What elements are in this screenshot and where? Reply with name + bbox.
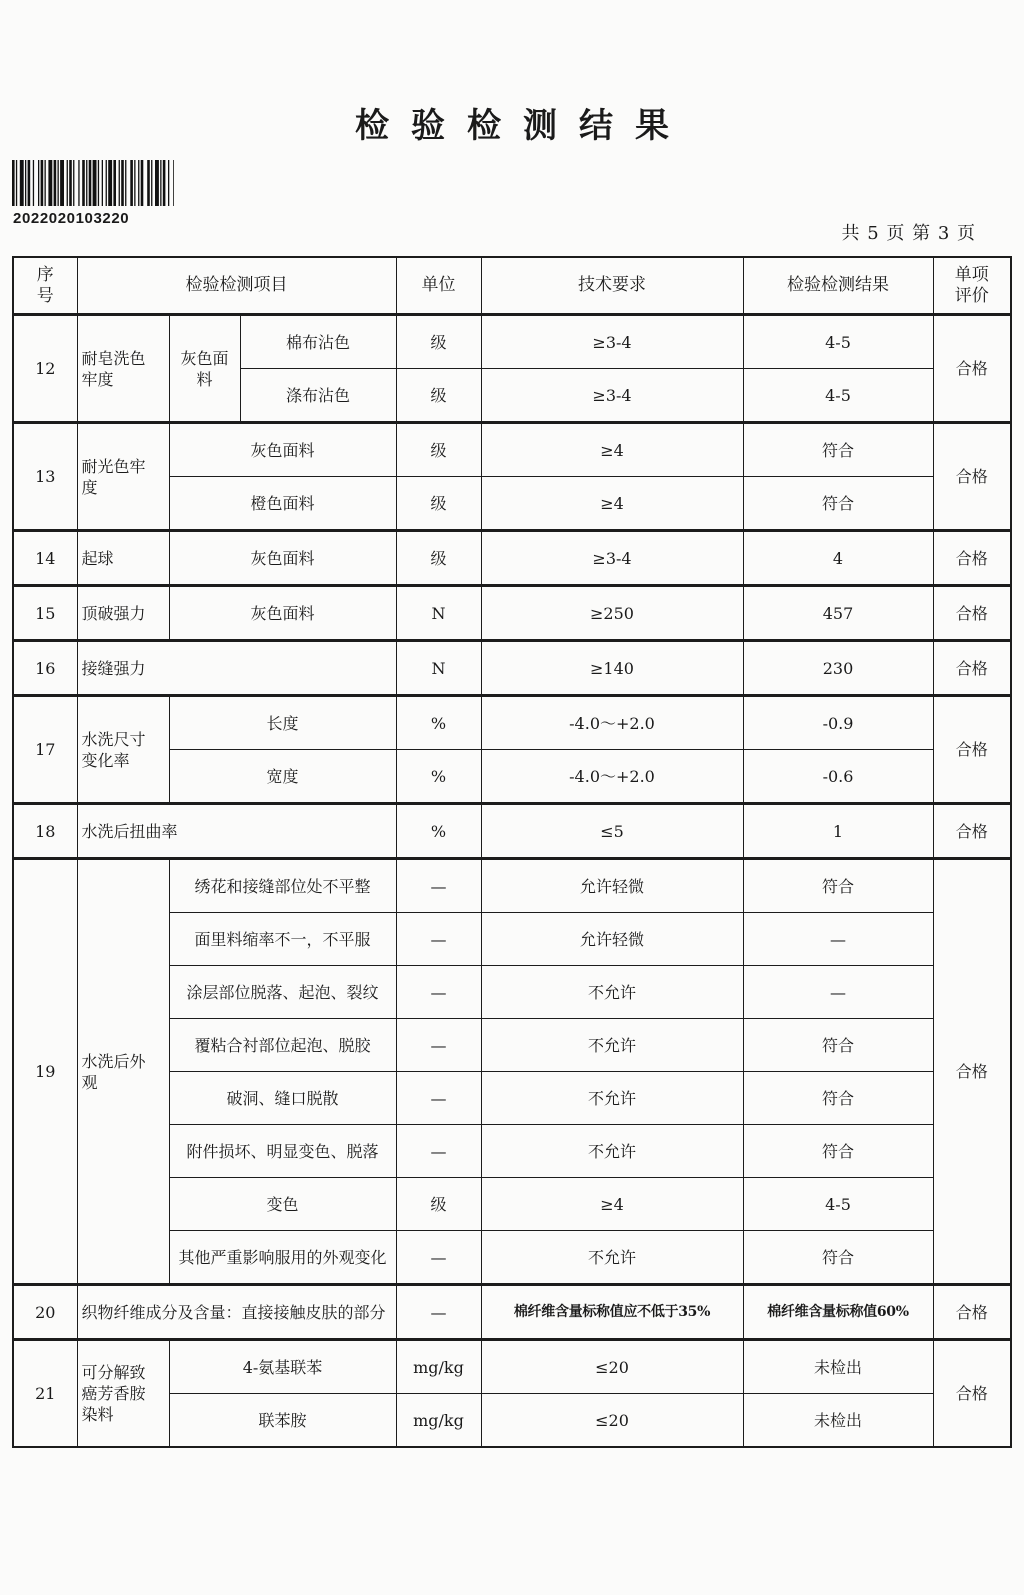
barcode-number: 2022020103220 — [13, 210, 130, 227]
cell-subitem: 变色 — [169, 1178, 396, 1231]
cell-unit: 级 — [396, 423, 481, 477]
cell-unit: — — [396, 859, 481, 913]
cell-unit: N — [396, 586, 481, 641]
barcode-bar — [155, 160, 159, 206]
page-indicator: 共 5 页 第 3 页 — [841, 223, 976, 244]
cell-subitem: 涂层部位脱落、起泡、裂纹 — [169, 966, 396, 1019]
barcode-bar — [98, 160, 99, 206]
cell-evaluation: 合格 — [933, 859, 1011, 1285]
cell-subitem: 附件损坏、明显变色、脱落 — [169, 1125, 396, 1178]
cell-requirement: ≥3-4 — [481, 369, 743, 423]
cell-subitem: 4-氨基联苯 — [169, 1340, 396, 1394]
barcode-bar — [151, 160, 152, 206]
cell-unit: 级 — [396, 531, 481, 586]
barcode-bar — [67, 160, 68, 206]
header-unit: 单位 — [396, 257, 481, 315]
cell-subitem: 长度 — [169, 696, 396, 750]
cell-unit: 级 — [396, 477, 481, 531]
cell-requirement: -4.0～+2.0 — [481, 696, 743, 750]
barcode-bar — [130, 160, 133, 206]
table-row — [13, 1285, 1011, 1340]
cell-unit: mg/kg — [396, 1394, 481, 1448]
cell-requirement: 不允许 — [481, 1125, 743, 1178]
barcode-bar — [33, 160, 34, 206]
barcode-bar — [147, 160, 150, 206]
cell-requirement: 不允许 — [481, 1019, 743, 1072]
barcode-bar — [16, 160, 17, 206]
header-seq — [13, 257, 77, 315]
cell-requirement: ≤20 — [481, 1394, 743, 1448]
cell-seq: 17 — [13, 696, 77, 804]
cell-unit: mg/kg — [396, 1340, 481, 1394]
cell-evaluation: 合格 — [933, 586, 1011, 641]
cell-subitem: 面里料缩率不一，不平服 — [169, 913, 396, 966]
cell-result: 符合 — [743, 859, 933, 913]
page-title: 检验检测结果 — [355, 106, 691, 146]
cell-item — [77, 423, 169, 531]
cell-result: -0.6 — [743, 750, 933, 804]
item-label: 水洗尺寸变化率 — [81, 729, 146, 770]
header-requirement: 技术要求 — [481, 257, 743, 315]
cell-result: 4-5 — [743, 1178, 933, 1231]
barcode-bar — [73, 160, 74, 206]
header-seq-label: 序号 — [36, 264, 54, 306]
cell-subitem: 联苯胺 — [169, 1394, 396, 1448]
barcode-bar — [141, 160, 144, 206]
cell-seq: 15 — [13, 586, 77, 641]
cell-requirement: 允许轻微 — [481, 859, 743, 913]
barcode-bar — [173, 160, 174, 206]
cell-item — [77, 859, 169, 1285]
barcode-bar — [45, 160, 46, 206]
item-label: 耐光色牢度 — [81, 456, 146, 497]
cell-evaluation: 合格 — [933, 1285, 1011, 1340]
cell-subitem: 棉布沾色 — [240, 315, 396, 369]
item-label: 水洗后外观 — [81, 1051, 146, 1092]
cell-subitem: 涤布沾色 — [240, 369, 396, 423]
cell-requirement: ≥3-4 — [481, 531, 743, 586]
header-item: 检验检测项目 — [77, 257, 396, 315]
header-result: 检验检测结果 — [743, 257, 933, 315]
cell-unit: — — [396, 1019, 481, 1072]
cell-unit: 级 — [396, 1178, 481, 1231]
cell-requirement: ≥3-4 — [481, 315, 743, 369]
cell-result: 符合 — [743, 423, 933, 477]
header-evaluation-label: 单项评价 — [954, 264, 989, 306]
barcode-bar — [89, 160, 92, 206]
table-row — [13, 696, 1011, 750]
table-row — [13, 1340, 1011, 1394]
barcode-bar — [86, 160, 87, 206]
table-row — [13, 804, 1011, 859]
cell-seq: 12 — [13, 315, 77, 423]
cell-seq: 20 — [13, 1285, 77, 1340]
barcode-bar — [119, 160, 120, 206]
cell-result: 1 — [743, 804, 933, 859]
barcode-bar — [69, 160, 72, 206]
cell-unit: 级 — [396, 369, 481, 423]
cell-item: 接缝强力 — [77, 641, 396, 696]
cell-unit: N — [396, 641, 481, 696]
cell-evaluation: 合格 — [933, 696, 1011, 804]
cell-result: — — [743, 966, 933, 1019]
cell-seq: 21 — [13, 1340, 77, 1448]
cell-requirement: 棉纤维含量标称值应不低于35% — [481, 1285, 743, 1340]
results-table — [12, 256, 1012, 1448]
cell-unit: 级 — [396, 315, 481, 369]
cell-subitem: 覆粘合衬部位起泡、脱胶 — [169, 1019, 396, 1072]
barcode-bar — [38, 160, 39, 206]
cell-seq: 13 — [13, 423, 77, 531]
cell-result: -0.9 — [743, 696, 933, 750]
cell-item — [77, 696, 169, 804]
cell-result: 4-5 — [743, 369, 933, 423]
barcode-bar — [102, 160, 103, 206]
cell-requirement: ≥4 — [481, 1178, 743, 1231]
cell-subitem: 其他严重影响服用的外观变化 — [169, 1231, 396, 1285]
cell-item — [77, 1340, 169, 1448]
item-label: 耐皂洗色牢度 — [81, 348, 146, 389]
cell-result: 棉纤维含量标称值60% — [743, 1285, 933, 1340]
cell-item: 起球 — [77, 531, 169, 586]
cell-requirement: ≥4 — [481, 477, 743, 531]
cell-unit: — — [396, 1231, 481, 1285]
barcode-bar — [20, 160, 24, 206]
cell-subitem: 橙色面料 — [169, 477, 396, 531]
cell-requirement: ≤20 — [481, 1340, 743, 1394]
barcode-bar — [138, 160, 139, 206]
barcode-bar — [168, 160, 169, 206]
barcode — [12, 160, 174, 206]
cell-requirement: ≥4 — [481, 423, 743, 477]
barcode-bar — [54, 160, 57, 206]
cell-result: 230 — [743, 641, 933, 696]
cell-requirement: -4.0～+2.0 — [481, 750, 743, 804]
sample-label: 灰色面料 — [180, 348, 229, 389]
cell-requirement: ≥250 — [481, 586, 743, 641]
cell-requirement: ≥140 — [481, 641, 743, 696]
table-header-row — [13, 257, 1011, 315]
cell-seq: 14 — [13, 531, 77, 586]
cell-evaluation: 合格 — [933, 1340, 1011, 1448]
cell-evaluation: 合格 — [933, 804, 1011, 859]
barcode-bar — [106, 160, 107, 206]
cell-sample — [169, 315, 240, 423]
cell-evaluation: 合格 — [933, 315, 1011, 423]
cell-subitem: 宽度 — [169, 750, 396, 804]
barcode-bar — [58, 160, 59, 206]
cell-item: 水洗后扭曲率 — [77, 804, 396, 859]
cell-unit: % — [396, 804, 481, 859]
barcode-bar — [160, 160, 161, 206]
table-row — [13, 531, 1011, 586]
barcode-bar — [163, 160, 166, 206]
cell-result: 未检出 — [743, 1394, 933, 1448]
cell-unit: % — [396, 696, 481, 750]
cell-sample: 灰色面料 — [169, 531, 396, 586]
barcode-bar — [113, 160, 116, 206]
table-row — [13, 859, 1011, 913]
cell-result: 4-5 — [743, 315, 933, 369]
table-row — [13, 641, 1011, 696]
table-row — [13, 315, 1011, 369]
barcode-bar — [48, 160, 52, 206]
barcode-bar — [78, 160, 79, 206]
cell-requirement: 允许轻微 — [481, 913, 743, 966]
cell-item: 织物纤维成分及含量：直接接触皮肤的部分 — [77, 1285, 396, 1340]
cell-unit: — — [396, 966, 481, 1019]
barcode-bar — [25, 160, 26, 206]
barcode-bar — [134, 160, 135, 206]
barcode-bar — [41, 160, 44, 206]
cell-requirement: ≤5 — [481, 804, 743, 859]
cell-evaluation: 合格 — [933, 641, 1011, 696]
cell-evaluation: 合格 — [933, 423, 1011, 531]
cell-result: 符合 — [743, 1231, 933, 1285]
cell-result: — — [743, 913, 933, 966]
cell-result: 符合 — [743, 1072, 933, 1125]
barcode-bar — [108, 160, 112, 206]
header-evaluation — [933, 257, 1011, 315]
table-row — [13, 423, 1011, 477]
barcode-bar — [12, 160, 15, 206]
cell-requirement: 不允许 — [481, 966, 743, 1019]
cell-seq: 18 — [13, 804, 77, 859]
cell-subitem: 破洞、缝口脱散 — [169, 1072, 396, 1125]
cell-subitem: 绣花和接缝部位处不平整 — [169, 859, 396, 913]
cell-item — [77, 315, 169, 423]
cell-sample: 灰色面料 — [169, 586, 396, 641]
cell-unit: % — [396, 750, 481, 804]
cell-unit: — — [396, 1072, 481, 1125]
cell-result: 符合 — [743, 1019, 933, 1072]
barcode-bar — [82, 160, 85, 206]
cell-unit: — — [396, 1285, 481, 1340]
cell-seq: 19 — [13, 859, 77, 1285]
cell-result: 未检出 — [743, 1340, 933, 1394]
cell-unit: — — [396, 1125, 481, 1178]
table-row — [13, 586, 1011, 641]
barcode-bar — [60, 160, 64, 206]
barcode-bar — [125, 160, 126, 206]
cell-result: 符合 — [743, 477, 933, 531]
cell-subitem: 灰色面料 — [169, 423, 396, 477]
cell-unit: — — [396, 913, 481, 966]
cell-result: 符合 — [743, 1125, 933, 1178]
cell-requirement: 不允许 — [481, 1231, 743, 1285]
cell-item: 顶破强力 — [77, 586, 169, 641]
cell-result: 4 — [743, 531, 933, 586]
barcode-bar — [93, 160, 97, 206]
cell-evaluation: 合格 — [933, 531, 1011, 586]
cell-result: 457 — [743, 586, 933, 641]
item-label: 可分解致癌芳香胺染料 — [81, 1363, 146, 1424]
cell-requirement: 不允许 — [481, 1072, 743, 1125]
barcode-bar — [121, 160, 124, 206]
barcode-bar — [28, 160, 31, 206]
cell-seq: 16 — [13, 641, 77, 696]
